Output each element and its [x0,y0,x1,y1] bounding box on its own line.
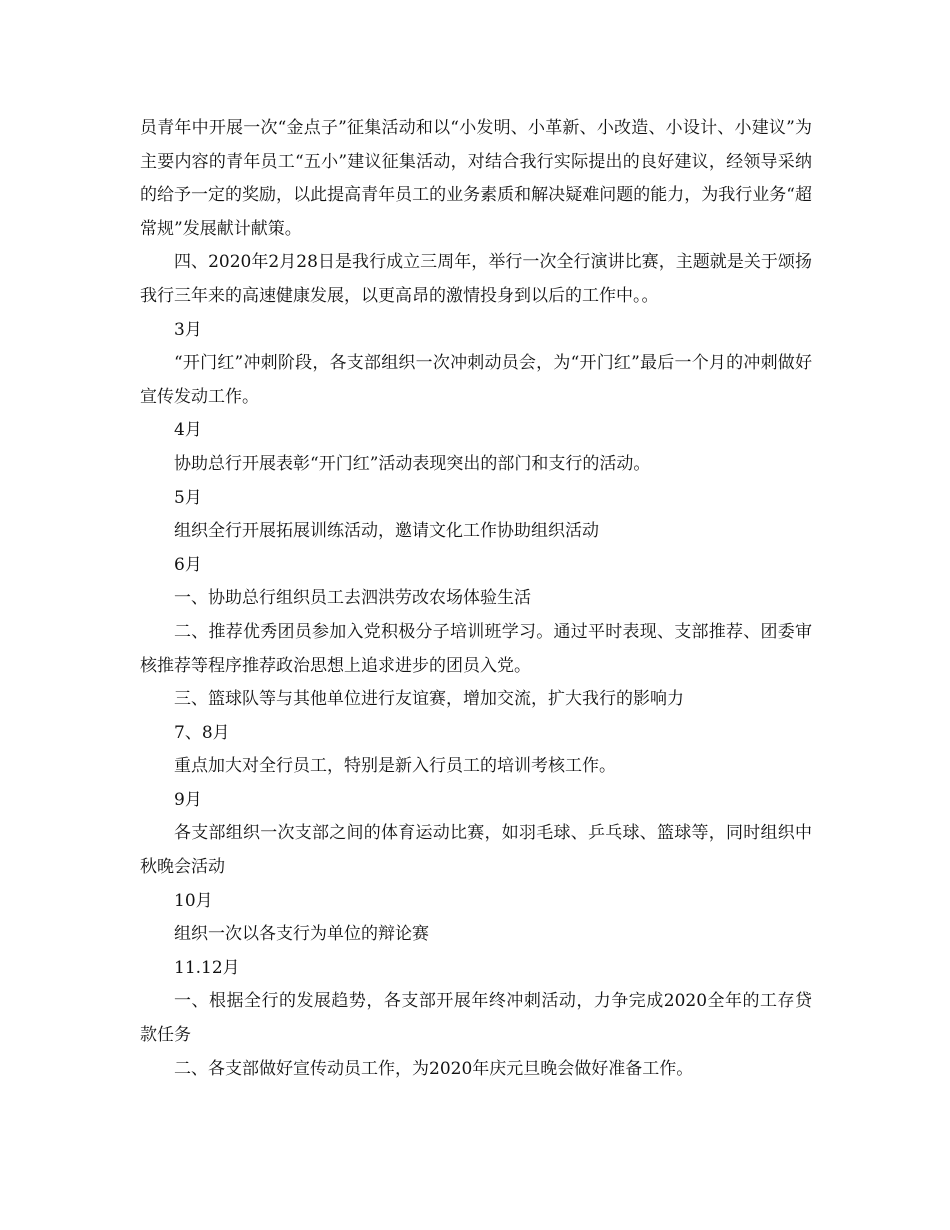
month-heading-april: 4月 [174,420,202,441]
paragraph-april-commendation: 协助总行开展表彰“开门红”活动表现突出的部门和支行的活动。 [174,453,651,474]
month-heading-may: 5月 [174,487,202,508]
paragraph-year-end-sprint: 一、根据全行的发展趋势，各支部开展年终冲刺活动，力争完成2020全年的工存贷款任务 [140,991,812,1046]
month-heading-march: 3月 [174,319,202,340]
month-heading-october: 10月 [174,890,213,911]
paragraph-may-training: 组织全行开展拓展训练活动，邀请文化工作协助组织活动 [174,521,599,542]
document-body [140,112,812,1086]
month-heading-september: 9月 [174,789,202,810]
month-heading-november-december: 11.12月 [174,957,240,978]
paragraph-july-august-training: 重点加大对全行员工，特别是新入行员工的培训考核工作。 [174,756,616,777]
paragraph-june-party-training: 二、推荐优秀团员参加入党积极分子培训班学习。通过平时表现、支部推荐、团委审核推荐等程序推荐政治思想上追求进步的团员入党。 [140,621,812,676]
paragraph-october-debate: 组织一次以各支行为单位的辩论赛 [174,924,429,945]
month-heading-june: 6月 [174,554,202,575]
month-heading-july-august: 7、8月 [174,722,230,743]
paragraph-golden-idea-campaign: 员青年中开展一次“金点子”征集活动和以“小发明、小革新、小改造、小设计、小建议”为主要内容的青年员工“五小”建议征集活动，对结合我行实际提出的良好建议，经领导采纳的给予一定的奖励，以此提高青年员工的业务素质和解决疑难问题的能力，为我行业务“超常规”发展献计献策。 [140,118,812,239]
paragraph-march-sprint: “开门红”冲刺阶段，各支部组织一次冲刺动员会，为“开门红”最后一个月的冲刺做好宣传发动工作。 [140,353,812,407]
paragraph-speech-contest: 四、2020年2月28日是我行成立三周年，举行一次全行演讲比赛，主题就是关于颂扬我行三年来的高速健康发展，以更高昂的激情投身到以后的工作中。。 [140,252,812,306]
paragraph-september-sports: 各支部组织一次支部之间的体育运动比赛，如羽毛球、乒乓球、篮球等，同时组织中秋晚会活动 [140,823,812,878]
paragraph-june-basketball: 三、篮球队等与其他单位进行友谊赛，增加交流，扩大我行的影响力 [174,689,684,710]
paragraph-new-year-preparation: 二、各支部做好宣传动员工作，为2020年庆元旦晚会做好准备工作。 [174,1058,694,1079]
paragraph-june-farm-visit: 一、协助总行组织员工去泗洪劳改农场体验生活 [174,588,531,609]
